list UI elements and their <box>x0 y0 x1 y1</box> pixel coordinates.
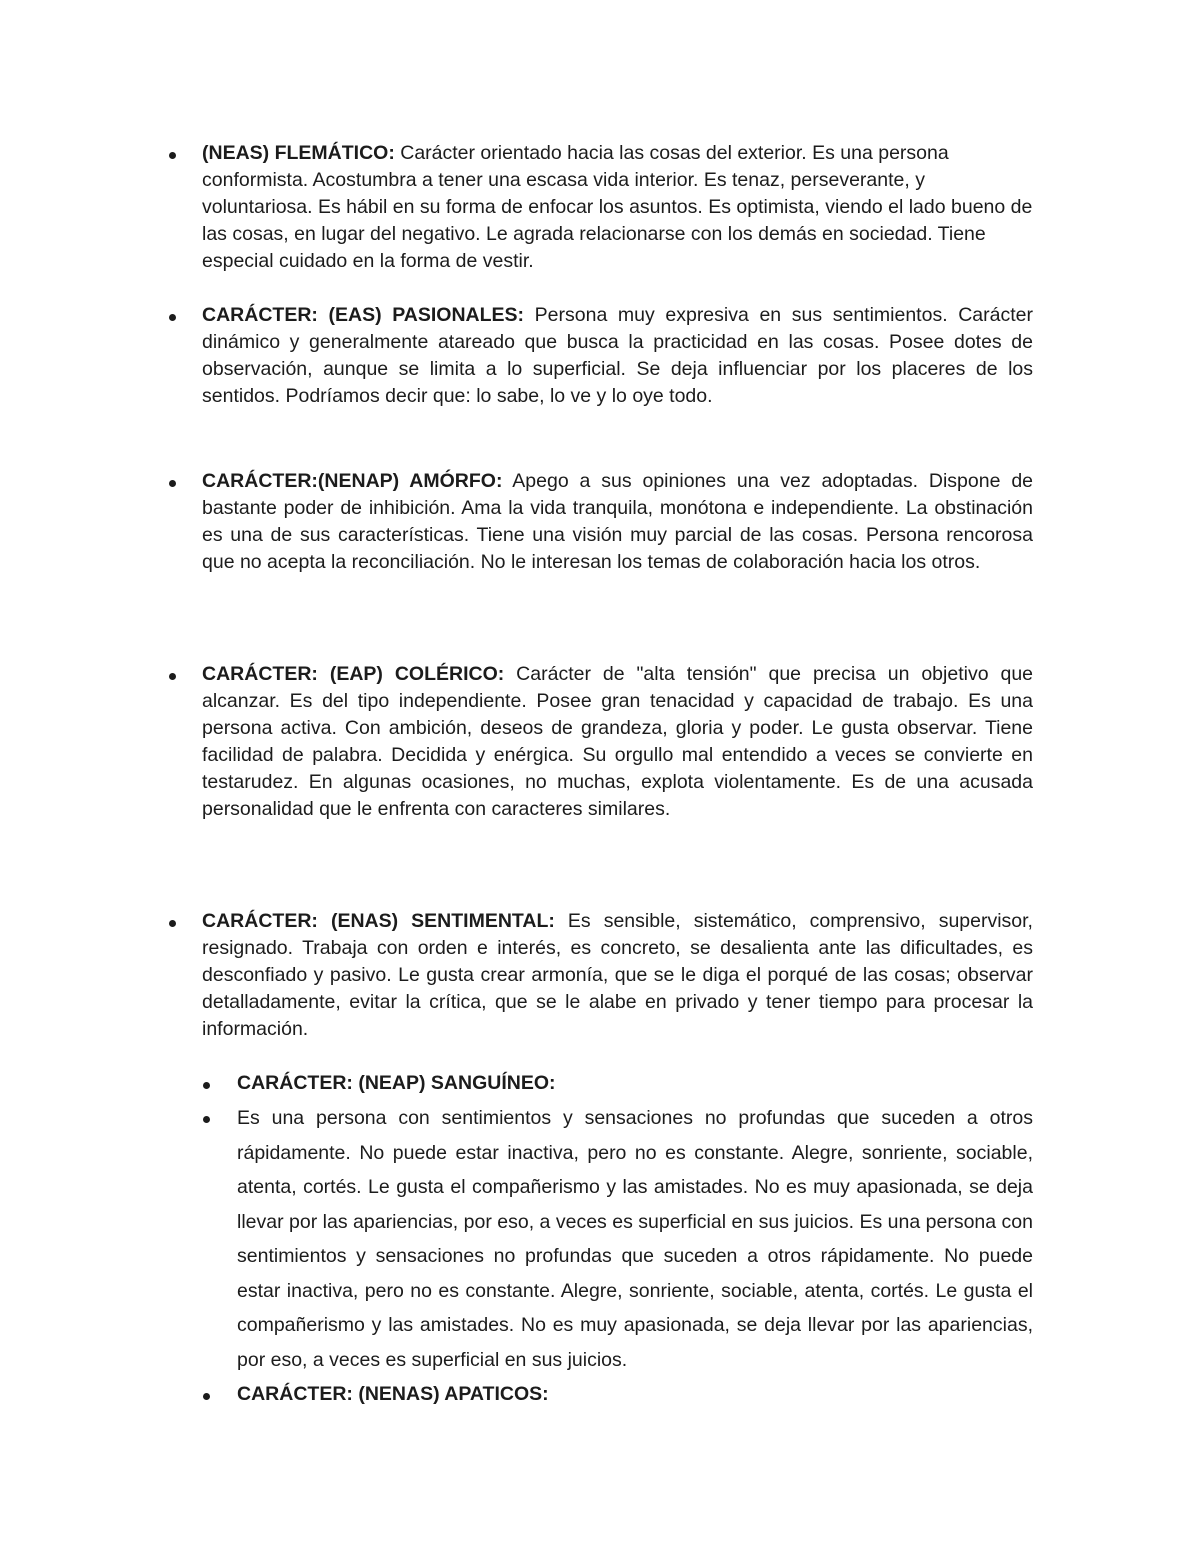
item-heading: CARÁCTER: (EAP) COLÉRICO: <box>202 663 505 685</box>
item-text: Es sensible, sistemático, comprensivo, supervisor, resignado. Trabaja con orden e interés, es concreto, se desalienta ante las dificultades, es desconfiado y pasivo. Le gusta crear armonía, que se le diga el porqué de las cosas; observar detalladamente, evitar la crítica, que se le alabe en privado y tener tiempo para procesar la información. <box>202 910 1033 1040</box>
bullet-icon <box>203 1082 210 1089</box>
sub-item-heading: CARÁCTER: (NEAP) SANGUÍNEO: <box>237 1072 556 1094</box>
item-text: Persona muy expresiva en sus sentimientos. Carácter dinámico y generalmente atareado que busca la practicidad en las cosas. Posee dotes de observación, aunque se limita a lo superficial. Se deja influenciar por los placeres de los sentidos. Podríamos decir que: lo sabe, lo ve y lo oye todo. <box>202 304 1033 407</box>
sub-item-sanguineo-text <box>237 1101 1033 1377</box>
list-item-pasionales <box>202 302 1033 410</box>
list-item-colerico <box>202 661 1033 823</box>
sub-item-text: Es una persona con sentimientos y sensaciones no profundas que suceden a otros rápidamente. No puede estar inactiva, pero no es constante. Alegre, sonriente, sociable, atenta, cortés. Le gusta el compañerismo y las amistades. No es muy apasionada, se deja llevar por las apariencias, por eso, a veces es superficial en sus juicios. Es una persona con sentimientos y sensaciones no profundas que suceden a otros rápidamente. No puede estar inactiva, pero no es constante. Alegre, sonriente, sociable, atenta, cortés. Le gusta el compañerismo y las amistades. No es muy apasionada, se deja llevar por las apariencias, por eso, a veces es superficial en sus juicios. <box>237 1107 1033 1371</box>
bullet-icon <box>169 152 176 159</box>
list-item-amorfo <box>202 468 1033 576</box>
item-text: Carácter de "alta tensión" que precisa un objetivo que alcanzar. Es del tipo independiente. Posee gran tenacidad y capacidad de trabajo. Es una persona activa. Con ambición, deseos de grandeza, gloria y poder. Le gusta observar. Tiene facilidad de palabra. Decidida y enérgica. Su orgullo mal entendido a veces se convierte en testarudez. En algunas ocasiones, no muchas, explota violentamente. Es de una acusada personalidad que le enfrenta con caracteres similares. <box>202 663 1034 820</box>
item-heading: (NEAS) FLEMÁTICO: <box>202 142 395 164</box>
item-heading: CARÁCTER: (EAS) PASIONALES: <box>202 304 525 326</box>
sub-item-heading: CARÁCTER: (NENAS) APATICOS: <box>237 1383 549 1405</box>
item-text: Carácter orientado hacia las cosas del exterior. Es una persona conformista. Acostumbra a tener una escasa vida interior. Es tenaz, perseverante, y voluntariosa. Es hábil en su forma de enfocar los asuntos. Es optimista, viendo el lado bueno de las cosas, en lugar del negativo. Le agrada relacionarse con los demás en sociedad. Tiene especial cuidado en la forma de vestir. <box>202 142 1033 272</box>
list-item-sentimental <box>202 908 1033 1043</box>
item-text: Apego a sus opiniones una vez adoptadas. Dispone de bastante poder de inhibición. Ama la vida tranquila, monótona e independiente. La obstinación es una de sus características. Tiene una visión muy parcial de las cosas. Persona rencorosa que no acepta la reconciliación. No le interesan los temas de colaboración hacia los otros. <box>202 470 1034 573</box>
bullet-icon <box>203 1116 210 1123</box>
bullet-icon <box>169 920 176 927</box>
item-heading: CARÁCTER: (ENAS) SENTIMENTAL: <box>202 910 555 932</box>
bullet-icon <box>203 1393 210 1400</box>
sub-item-sanguineo-heading <box>237 1070 1033 1097</box>
sub-item-apaticos-heading <box>237 1381 1033 1408</box>
list-item-flematico <box>202 140 1033 275</box>
bullet-icon <box>169 673 176 680</box>
item-heading: CARÁCTER:(NENAP) AMÓRFO: <box>202 470 503 492</box>
bullet-icon <box>169 314 176 321</box>
bullet-icon <box>169 480 176 487</box>
